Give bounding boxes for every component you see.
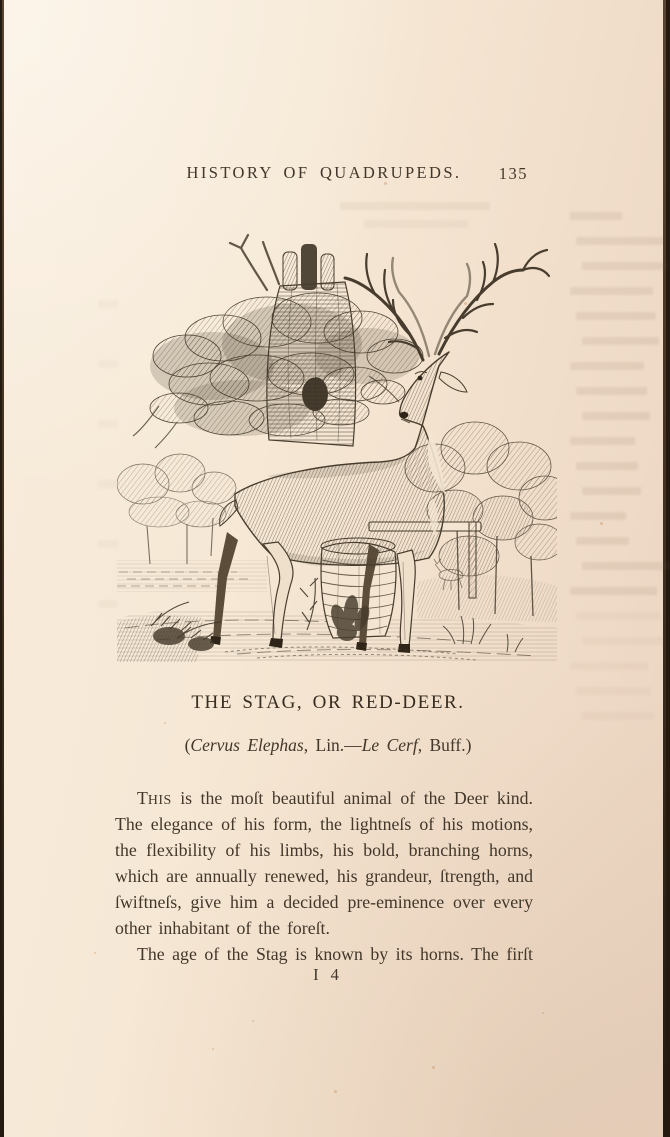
- paper-speck: [334, 1090, 337, 1093]
- gathering-signature: I 4: [313, 965, 343, 984]
- show-through-line: [582, 412, 650, 420]
- page-number: 135: [498, 164, 528, 183]
- show-through-line: [576, 312, 656, 320]
- show-through-line: [576, 387, 647, 395]
- para2-line1: The age of the Stag is known by its horns. The firſt: [137, 944, 533, 964]
- subtitle-close: , Buff.): [417, 735, 472, 755]
- paper-speck: [212, 1048, 214, 1050]
- show-through-line: [570, 662, 648, 670]
- lead-smallcaps: HIS: [147, 793, 172, 808]
- running-head: [114, 163, 534, 187]
- show-through-line: [576, 537, 629, 545]
- foliage: [133, 293, 423, 448]
- running-title: HISTORY OF QUADRUPEDS.: [186, 163, 462, 182]
- paper-speck: [252, 1020, 254, 1022]
- show-through-line: [582, 637, 663, 645]
- show-through-line: [582, 337, 659, 345]
- pond: [117, 560, 267, 592]
- paper-speck: [384, 182, 387, 185]
- show-through-line: [98, 420, 118, 428]
- show-through-line: [98, 360, 118, 368]
- para1-line4: which are annually renewed, his grandeur, ſtrength, and: [115, 866, 533, 886]
- stag-eye: [418, 376, 423, 381]
- para1-line1-rest: is the moſt beautiful animal of the Deer kind.: [171, 788, 533, 808]
- trees-left: [117, 454, 236, 564]
- show-through-line: [570, 587, 657, 595]
- body-text: [115, 785, 533, 967]
- paper-speck: [600, 522, 603, 525]
- show-through-line: [576, 612, 660, 620]
- paper-speck: [432, 1066, 435, 1069]
- subtitle-linnaeus: , Lin.—: [303, 735, 362, 755]
- show-through-line: [570, 287, 653, 295]
- stag-ear: [439, 372, 467, 392]
- show-through-line: [582, 562, 670, 570]
- paper-speck: [542, 1012, 544, 1014]
- show-through-line: [570, 362, 644, 370]
- subtitle-latin-name: Cervus Elephas: [190, 735, 304, 755]
- book-edge-left: [2, 0, 4, 1137]
- subtitle-open: (: [184, 735, 191, 755]
- subtitle-french-name: Le Cerf: [361, 735, 418, 755]
- show-through-line: [576, 237, 665, 245]
- show-through-line: [98, 540, 118, 548]
- show-through-line: [570, 437, 635, 445]
- paper-speck: [94, 952, 96, 954]
- stag-tail: [220, 500, 238, 526]
- show-through-line: [582, 712, 654, 720]
- section-subtitle: [114, 735, 542, 756]
- show-through-line: [582, 262, 668, 270]
- show-through-line: [98, 600, 118, 608]
- para1-line2: The elegance of his form, the lightneſs of his motions,: [115, 814, 533, 834]
- show-through-line: [576, 462, 638, 470]
- show-through-line: [340, 202, 490, 210]
- page-paper: [2, 0, 666, 1137]
- paper-speck: [164, 722, 166, 724]
- lead-capital: T: [137, 788, 148, 808]
- show-through-line: [582, 487, 641, 495]
- section-title: THE STAG, OR RED-DEER.: [191, 692, 465, 713]
- show-through-line: [570, 512, 626, 520]
- stag-muzzle: [400, 412, 409, 418]
- show-through-line: [576, 687, 651, 695]
- para1-line1: [115, 785, 533, 811]
- show-through-line: [570, 212, 622, 220]
- show-through-line: [364, 220, 468, 228]
- show-through-line: [98, 480, 118, 488]
- paper-speck: [464, 302, 467, 305]
- para1-line3: the flexibility of his limbs, his bold, branching horns,: [115, 840, 533, 860]
- para1-line6: other inhabitant of the foreſt.: [115, 918, 330, 938]
- show-through-line: [98, 300, 118, 308]
- stag-engraving-svg: [117, 226, 557, 662]
- para1-line5: ſwiftneſs, give him a decided pre-eminence over every: [115, 892, 533, 912]
- stag-engraving: [117, 226, 557, 662]
